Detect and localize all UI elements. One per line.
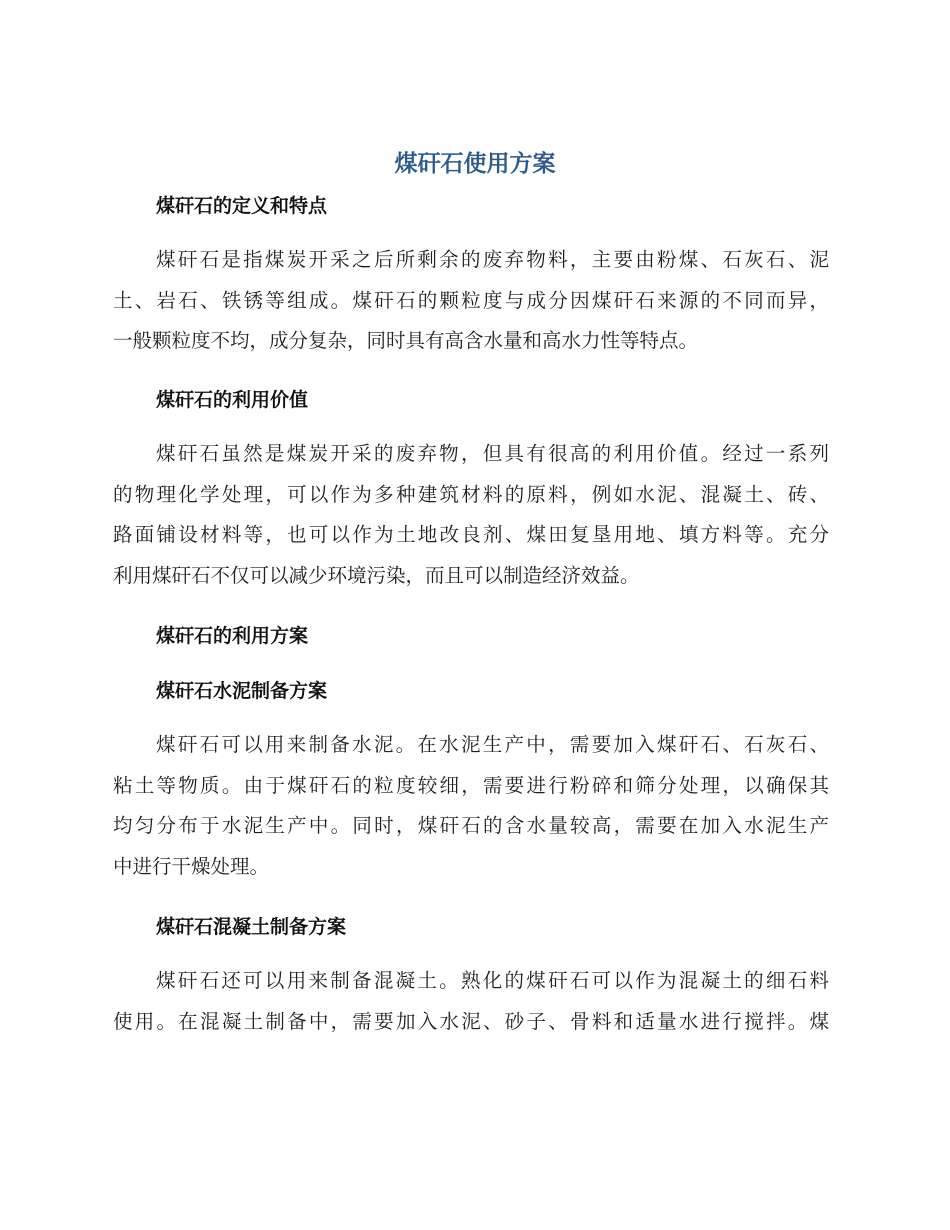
paragraph-line: 土、岩石、铁锈等组成。煤矸石的颗粒度与成分因煤矸石来源的不同而异， [113,288,829,312]
section-heading-cement: 煤矸石水泥制备方案 [156,680,328,702]
paragraph-cement [113,725,829,887]
paragraph-line: 利用煤矸石不仅可以减少环境污染，而且可以制造经济效益。 [113,563,640,587]
paragraph-line: 煤矸石可以用来制备水泥。在水泥生产中，需要加入煤矸石、石灰石、 [156,733,829,756]
paragraph-line: 使用。在混凝土制备中，需要加入水泥、砂子、骨料和适量水进行搅拌。煤 [113,1009,829,1033]
section-heading-concrete: 煤矸石混凝土制备方案 [156,916,347,938]
paragraph-line: 粘土等物质。由于煤矸石的粒度较细，需要进行粉碎和筛分处理，以确保其 [113,773,829,797]
section-heading-value: 煤矸石的利用价值 [156,389,309,411]
paragraph-line: 煤矸石还可以用来制备混凝土。熟化的煤矸石可以作为混凝土的细石料 [156,969,829,992]
document-title: 煤矸石使用方案 [394,151,556,177]
section-heading-plans: 煤矸石的利用方案 [156,625,309,647]
paragraph-definition [113,240,829,362]
paragraph-line: 中进行干燥处理。 [113,854,270,878]
section-heading-definition: 煤矸石的定义和特点 [156,195,328,217]
paragraph-line: 一般颗粒度不均，成分复杂，同时具有高含水量和高水力性等特点。 [113,329,699,352]
paragraph-line: 均匀分布于水泥生产中。同时，煤矸石的含水量较高，需要在加入水泥生产 [113,814,829,837]
paragraph-concrete [113,961,829,1042]
paragraph-line: 煤矸石虽然是煤炭开采的废弃物，但具有很高的利用价值。经过一系列 [156,442,829,465]
paragraph-line: 路面铺设材料等，也可以作为土地改良剂、煤田复垦用地、填方料等。充分 [113,523,829,546]
paragraph-line: 煤矸石是指煤炭开采之后所剩余的废弃物料，主要由粉煤、石灰石、泥 [156,248,829,271]
paragraph-value [113,434,829,596]
paragraph-line: 的物理化学处理，可以作为多种建筑材料的原料，例如水泥、混凝土、砖、 [113,482,829,506]
